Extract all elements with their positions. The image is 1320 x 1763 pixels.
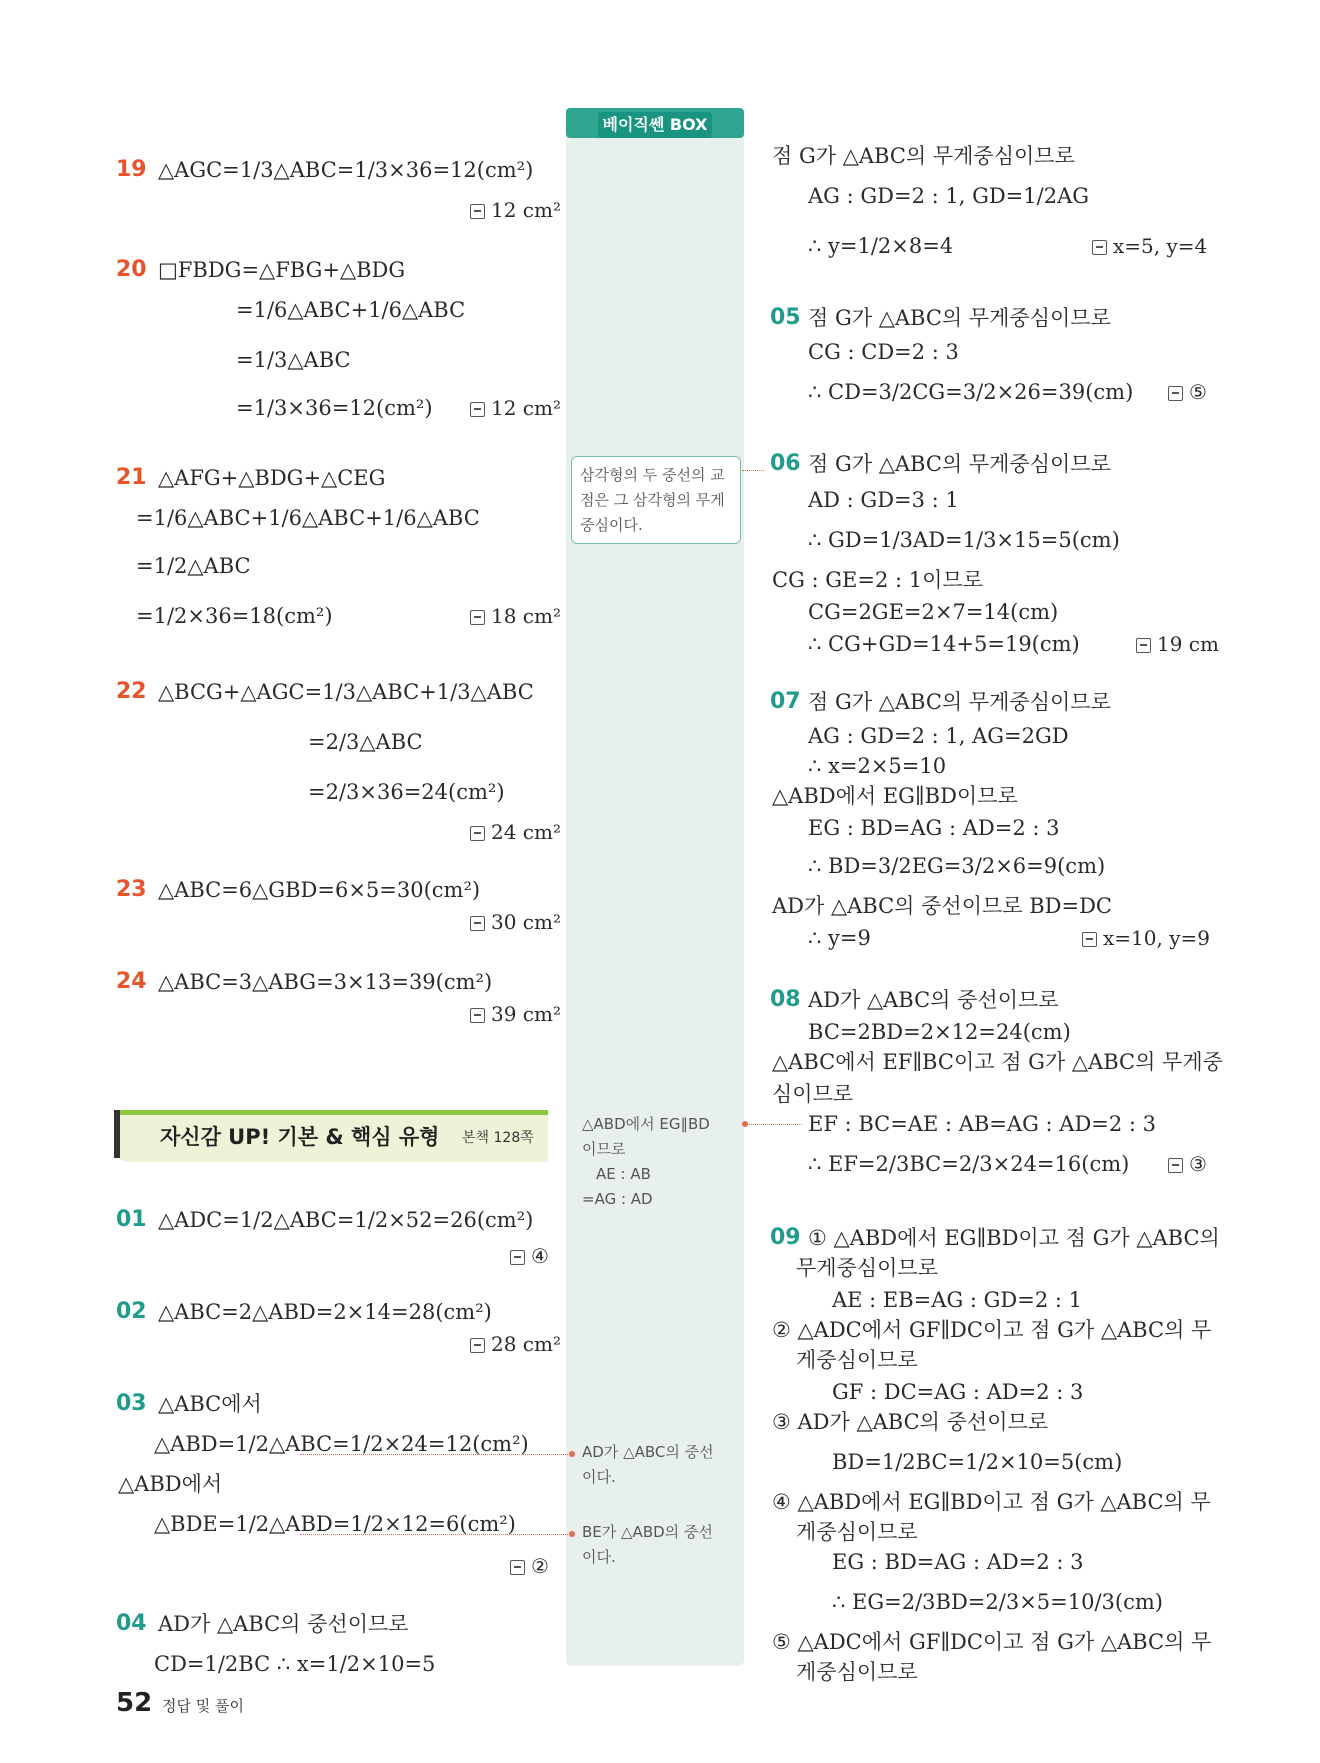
solution-line: ∴ BD=3/2EG=3/2×6=9(cm)	[808, 854, 1106, 878]
answer-mark-icon	[470, 826, 485, 841]
answer-mark-icon	[1082, 932, 1097, 947]
solution-line: AD : GD=3 : 1	[808, 488, 959, 512]
answer-line	[1082, 924, 1210, 952]
solution-line: BC=2BD=2×12=24(cm)	[808, 1020, 1071, 1044]
problem-number: 07	[770, 689, 801, 714]
answer-mark-icon	[1168, 386, 1183, 401]
answer-value: x=5, y=4	[1113, 234, 1208, 258]
answer-line	[470, 818, 561, 846]
answer-value: 19 cm	[1157, 632, 1219, 656]
section-header-accent	[114, 1110, 548, 1115]
answer-mark-icon	[470, 1338, 485, 1353]
solution-line: AD가 △ABC의 중선이므로	[158, 1612, 409, 1636]
problem-number: 08	[770, 987, 801, 1012]
page-number: 52	[116, 1688, 153, 1718]
solution-line: 점 G가 △ABC의 무게중심이므로	[808, 690, 1111, 714]
solution-line: AE : EB=AG : GD=2 : 1	[832, 1288, 1083, 1312]
answer-line	[470, 196, 561, 224]
answer-value: 12 cm²	[491, 198, 561, 222]
solution-line: AD가 △ABC의 중선이므로	[808, 988, 1059, 1012]
solution-line: △AGC=1/3△ABC=1/3×36=12(cm²)	[158, 158, 534, 182]
solution-line: △ABC=3△ABG=3×13=39(cm²)	[158, 970, 493, 994]
solution-line: □FBDG=△FBG+△BDG	[158, 258, 406, 282]
side-note-line: BE가 △ABD의 중선	[582, 1523, 713, 1541]
solution-line: △ABC에서	[158, 1392, 262, 1416]
solution-line: △ABC=2△ABD=2×14=28(cm²)	[158, 1300, 492, 1324]
problem-number: 02	[116, 1299, 147, 1324]
solution-line: 게중심이므로	[796, 1660, 918, 1684]
answer-mark-icon	[470, 610, 485, 625]
section-page-ref: 본책 128쪽	[462, 1130, 534, 1146]
solution-line: CG=2GE=2×7=14(cm)	[808, 600, 1059, 624]
side-note-parallel	[582, 1112, 710, 1212]
side-note-line: 이므로	[582, 1140, 626, 1158]
answer-line	[470, 1000, 561, 1028]
answer-value: ③	[1189, 1152, 1207, 1176]
solution-line: △BCG+△AGC=1/3△ABC+1/3△ABC	[158, 680, 534, 704]
section-header-edge	[114, 1110, 120, 1158]
answer-line	[1168, 1150, 1207, 1178]
problem-number: 03	[116, 1391, 147, 1416]
solution-line: ∴ EF=2/3BC=2/3×24=16(cm)	[808, 1152, 1130, 1176]
solution-line: =1/2△ABC	[136, 554, 251, 578]
solution-line: ④ △ABD에서 EG∥BD이고 점 G가 △ABC의 무	[772, 1490, 1211, 1514]
solution-line: AG : GD=2 : 1, AG=2GD	[808, 724, 1069, 748]
solution-line: ① △ABD에서 EG∥BD이고 점 G가 △ABC의	[808, 1226, 1220, 1250]
problem-number: 04	[116, 1611, 147, 1636]
solution-line: 게중심이므로	[796, 1348, 918, 1372]
answer-line	[470, 394, 561, 422]
answer-line	[470, 602, 561, 630]
side-note-line: AE : AB	[596, 1165, 651, 1183]
solution-line: △ABD에서 EG∥BD이므로	[772, 784, 1018, 808]
page-label: 정답 및 풀이	[162, 1697, 244, 1715]
answer-line	[1092, 232, 1207, 260]
problem-number: 20	[116, 257, 147, 282]
answer-line	[510, 1242, 549, 1270]
answer-line	[1136, 630, 1219, 658]
solution-line: =1/3×36=12(cm²)	[236, 396, 433, 420]
problem-number: 09	[770, 1225, 801, 1250]
solution-line: CD=1/2BC ∴ x=1/2×10=5	[154, 1652, 436, 1676]
answer-value: 28 cm²	[491, 1332, 561, 1356]
solution-line: EG : BD=AG : AD=2 : 3	[808, 816, 1060, 840]
answer-value: 18 cm²	[491, 604, 561, 628]
solution-line: ∴ y=1/2×8=4	[808, 234, 954, 258]
leader-line	[742, 470, 764, 471]
solution-line: 점 G가 △ABC의 무게중심이므로	[772, 144, 1075, 168]
problem-number: 01	[116, 1207, 147, 1232]
solution-line: EF : BC=AE : AB=AG : AD=2 : 3	[808, 1112, 1157, 1136]
solution-line: CG : CD=2 : 3	[808, 340, 959, 364]
answer-mark-icon	[510, 1560, 525, 1575]
side-note-median-ad	[582, 1440, 714, 1490]
solution-line: ∴ CD=3/2CG=3/2×26=39(cm)	[808, 380, 1134, 404]
answer-mark-icon	[470, 402, 485, 417]
solution-line: ⑤ △ADC에서 GF∥DC이고 점 G가 △ABC의 무	[772, 1630, 1212, 1654]
answer-value: x=10, y=9	[1103, 926, 1210, 950]
answer-mark-icon	[1168, 1158, 1183, 1173]
problem-number: 19	[116, 157, 147, 182]
answer-value: 39 cm²	[491, 1002, 561, 1026]
leader-line	[742, 1124, 802, 1125]
solution-line: △ABD=1/2△ABC=1/2×24=12(cm²)	[154, 1432, 529, 1456]
side-note-line: 이다.	[582, 1468, 616, 1486]
solution-line: =2/3△ABC	[308, 730, 423, 754]
solution-line: =1/6△ABC+1/6△ABC	[236, 298, 466, 322]
answer-mark-icon	[470, 916, 485, 931]
problem-number: 05	[770, 305, 801, 330]
answer-mark-icon	[510, 1250, 525, 1265]
answer-value: 30 cm²	[491, 910, 561, 934]
answer-value: 24 cm²	[491, 820, 561, 844]
solution-line: =1/3△ABC	[236, 348, 351, 372]
solution-line: ∴ EG=2/3BD=2/3×5=10/3(cm)	[832, 1590, 1163, 1614]
problem-number: 24	[116, 969, 147, 994]
solution-line: 게중심이므로	[796, 1520, 918, 1544]
solution-line: CG : GE=2 : 1이므로	[772, 568, 983, 592]
solution-line: △ABC=6△GBD=6×5=30(cm²)	[158, 878, 481, 902]
basic-box-column	[566, 118, 744, 1666]
side-note-line: 점은 그 삼각형의 무게	[580, 491, 725, 509]
answer-mark-icon	[1136, 638, 1151, 653]
solution-line: 심이므로	[772, 1082, 854, 1106]
solution-line: △BDE=1/2△ABD=1/2×12=6(cm²)	[154, 1512, 516, 1536]
solution-line: =2/3×36=24(cm²)	[308, 780, 505, 804]
solution-line: △AFG+△BDG+△CEG	[158, 466, 386, 490]
answer-value: ②	[531, 1554, 549, 1578]
problem-number: 21	[116, 465, 147, 490]
leader-dot	[569, 1451, 575, 1457]
answer-mark-icon	[1092, 240, 1107, 255]
answer-mark-icon	[470, 1008, 485, 1023]
basic-box-label: 베이직쎈 BOX	[598, 112, 712, 138]
section-title: 자신감 UP! 기본 & 핵심 유형	[160, 1125, 440, 1149]
solution-line: ② △ADC에서 GF∥DC이고 점 G가 △ABC의 무	[772, 1318, 1212, 1342]
solution-line: AG : GD=2 : 1, GD=1/2AG	[808, 184, 1090, 208]
answer-line	[1168, 378, 1207, 406]
problem-number: 23	[116, 877, 147, 902]
answer-value: 12 cm²	[491, 396, 561, 420]
leader-dot	[569, 1531, 575, 1537]
leader-dot	[742, 1121, 748, 1127]
solution-line: ∴ x=2×5=10	[808, 754, 947, 778]
solution-line: EG : BD=AG : AD=2 : 3	[832, 1550, 1084, 1574]
solution-line: AD가 △ABC의 중선이므로 BD=DC	[772, 894, 1113, 918]
answer-line	[470, 1330, 561, 1358]
solution-line: ③ AD가 △ABC의 중선이므로	[772, 1410, 1049, 1434]
side-note-median-be	[582, 1520, 713, 1570]
solution-line: 무게중심이므로	[796, 1256, 939, 1280]
solution-line: ∴ GD=1/3AD=1/3×15=5(cm)	[808, 528, 1120, 552]
solution-line: △ABD에서	[118, 1472, 223, 1496]
solution-line: 점 G가 △ABC의 무게중심이므로	[808, 452, 1111, 476]
solution-line: ∴ y=9	[808, 926, 871, 950]
problem-number: 06	[770, 451, 801, 476]
answer-value: ④	[531, 1244, 549, 1268]
side-note-centroid	[571, 456, 741, 544]
side-note-line: 삼각형의 두 중선의 교	[580, 466, 725, 484]
answer-line	[510, 1552, 549, 1580]
side-note-line: △ABD에서 EG∥BD	[582, 1115, 710, 1133]
side-note-line: =AG : AD	[582, 1190, 653, 1208]
side-note-line: AD가 △ABC의 중선	[582, 1443, 714, 1461]
solution-line: GF : DC=AG : AD=2 : 3	[832, 1380, 1084, 1404]
solution-line: ∴ CG+GD=14+5=19(cm)	[808, 632, 1080, 656]
solution-line: =1/6△ABC+1/6△ABC+1/6△ABC	[136, 506, 480, 530]
solution-line: 점 G가 △ABC의 무게중심이므로	[808, 306, 1111, 330]
solution-line: BD=1/2BC=1/2×10=5(cm)	[832, 1450, 1123, 1474]
side-note-line: 중심이다.	[580, 516, 643, 534]
solution-line: △ADC=1/2△ABC=1/2×52=26(cm²)	[158, 1208, 534, 1232]
solution-line: =1/2×36=18(cm²)	[136, 604, 333, 628]
solution-line: △ABC에서 EF∥BC이고 점 G가 △ABC의 무게중	[772, 1050, 1223, 1074]
answer-line	[470, 908, 561, 936]
answer-value: ⑤	[1189, 380, 1207, 404]
side-note-line: 이다.	[582, 1548, 616, 1566]
problem-number: 22	[116, 679, 147, 704]
answer-mark-icon	[470, 204, 485, 219]
